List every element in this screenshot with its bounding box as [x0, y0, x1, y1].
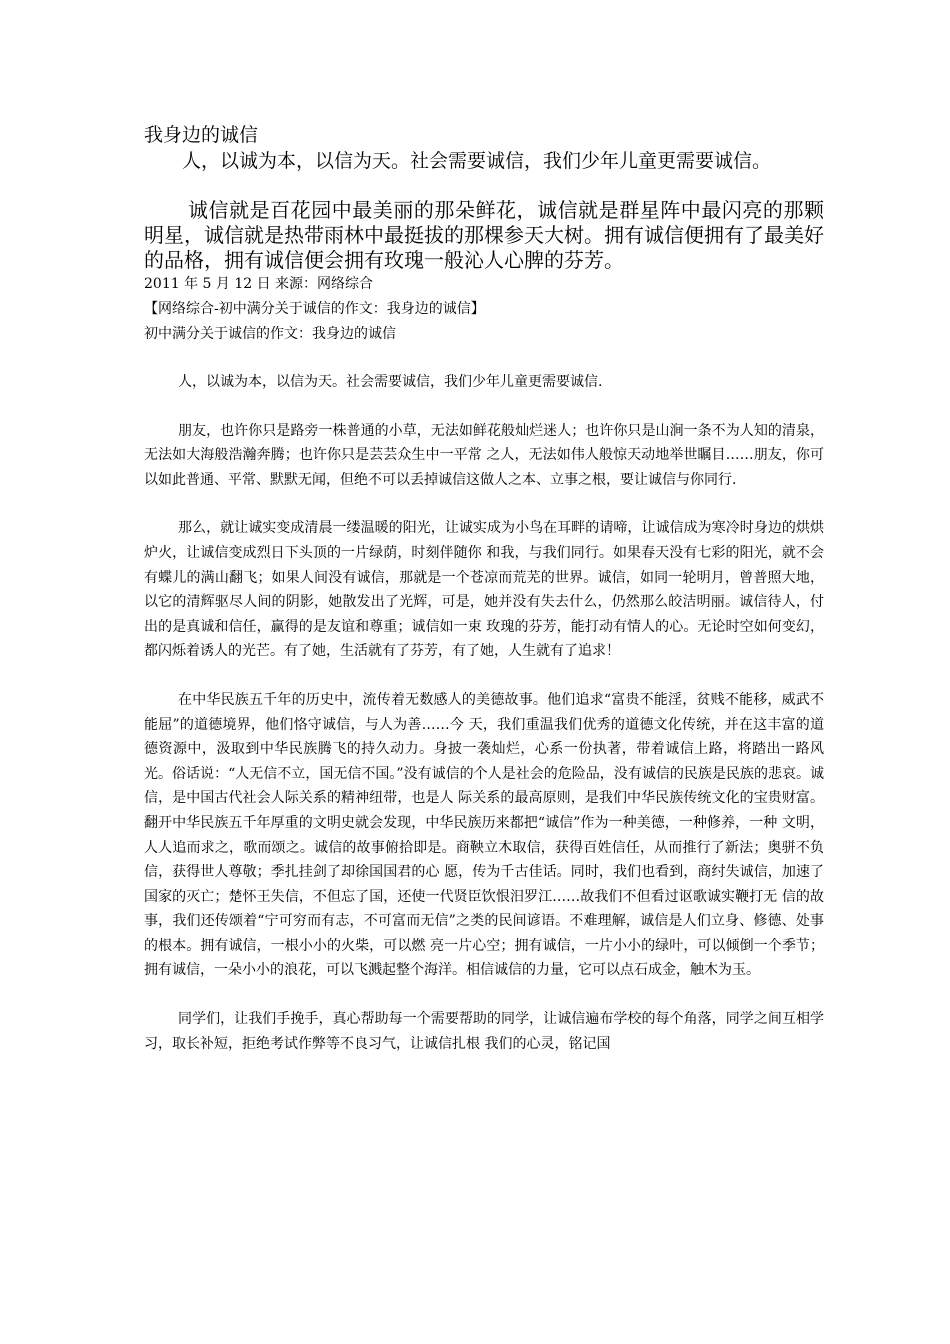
body-paragraph-1: 人，以诚为本，以信为天。社会需要诚信，我们少年儿童更需要诚信. [178, 374, 603, 390]
body-paragraph-3: 那么，就让诚实变成清晨一缕温暖的阳光，让诚实成为小鸟在耳畔的请啼，让诚信成为寒冷时身边的烘烘炉火，让诚信变成烈日下头顶的一片绿荫，时刻伴随你 和我，与我们同行。如果春天没有七彩的阳光，就不会有蝶儿的满山翻飞；如果人间没有诚信，那就是一个苍凉而荒芜的世界。诚信，如同一轮明月，曾普照大地，以它的清辉驱尽人间的阴影，她散发出了光辉，可是，她并没有失去什么，仍然那么皎洁明丽。诚信待人，付出的是真诚和信任，赢得的是友谊和尊重；诚信如一束 玫瑰的芬芳，能打动有情人的心。无论时空如何变幻，都闪烁着诱人的光芒。有了她，生活就有了芬芳，有了她，人生就有了追求！ [144, 520, 824, 660]
body-paragraph-4: 在中华民族五千年的历史中，流传着无数感人的美德故事。他们追求“富贵不能淫，贫贱不能移，威武不能屈”的道德境界，他们恪守诚信，与人为善……今 天，我们重温我们优秀的道德文化传统，并在这丰富的道德资源中，汲取到中华民族腾飞的持久动力。身披一袭灿烂，心系一份执著，带着诚信上路，将踏出一路风 光。俗话说：“人无信不立，国无信不国。”没有诚信的个人是社会的危险品，没有诚信的民族是民族的悲哀。诚信，是中国古代社会人际关系的精神纽带，也是人 际关系的最高原则，是我们中华民族传统文化的宝贵财富。翻开中华民族五千年厚重的文明史就会发现，中华民族历来都把“诚信”作为一种美德，一种修养，一种 文明，人人追而求之，歌而颂之。诚信的故事俯拾即是。商鞅立木取信，获得百姓信任，从而推行了新法；奥骈不负信，获得世人尊敬；季扎挂剑了却徐国国君的心 愿，传为千古佳话。同时，我们也看到，商纣失诚信，加速了国家的灭亡；楚怀王失信，不但忘了国，还使一代贤臣饮恨汨罗江……故我们不但看过讴歌诚实鞭打无 信的故事，我们还传颂着“宁可穷而有志，不可富而无信”之类的民间谚语。不难理解，诚信是人们立身、修德、处事的根本。拥有诚信，一根小小的火柴，可以燃 亮一片心空；拥有诚信，一片小小的绿叶，可以倾倒一个季节；拥有诚信，一朵小小的浪花，可以飞溅起整个海洋。相信诚信的力量，它可以点石成金，触木为玉。 [144, 691, 824, 979]
article-title: 我身边的诚信 [144, 124, 259, 146]
body-paragraph-2: 朋友，也许你只是路旁一株普通的小草，无法如鲜花般灿烂迷人；也许你只是山涧一条不为人知的清泉，无法如大海般浩瀚奔腾；也许你只是芸芸众生中一平常 之人，无法如伟人般惊天动地举世瞩目……朋友，你可以如此普通、平常、默默无闻，但绝不可以丢掉诚信这做人之本、立事之根，要让诚信与你同行. [144, 422, 824, 488]
lead-paragraph-1: 人，以诚为本，以信为天。社会需要诚信，我们少年儿童更需要诚信。 [182, 150, 772, 172]
body-paragraph-5: 同学们，让我们手挽手，真心帮助每一个需要帮助的同学，让诚信遍布学校的每个角落，同学之间互相学习，取长补短，拒绝考试作弊等不良习气，让诚信扎根 我们的心灵，铭记国 [144, 1011, 824, 1052]
lead-paragraph-2: 诚信就是百花园中最美丽的那朵鲜花，诚信就是群星阵中最闪亮的那颗明星，诚信就是热带雨林中最挺拔的那棵参天大树。拥有诚信便拥有了最美好的品格，拥有诚信便会拥有玫瑰一般沁人心脾的芬芳。 [144, 198, 824, 272]
article-subtitle: 初中满分关于诚信的作文：我身边的诚信 [144, 326, 396, 342]
document-page [144, 122, 824, 1056]
date-source-line: 2011 年 5 月 12 日 来源：网络综合 [144, 276, 374, 292]
source-title: 【网络综合-初中满分关于诚信的作文：我身边的诚信】 [144, 301, 485, 317]
